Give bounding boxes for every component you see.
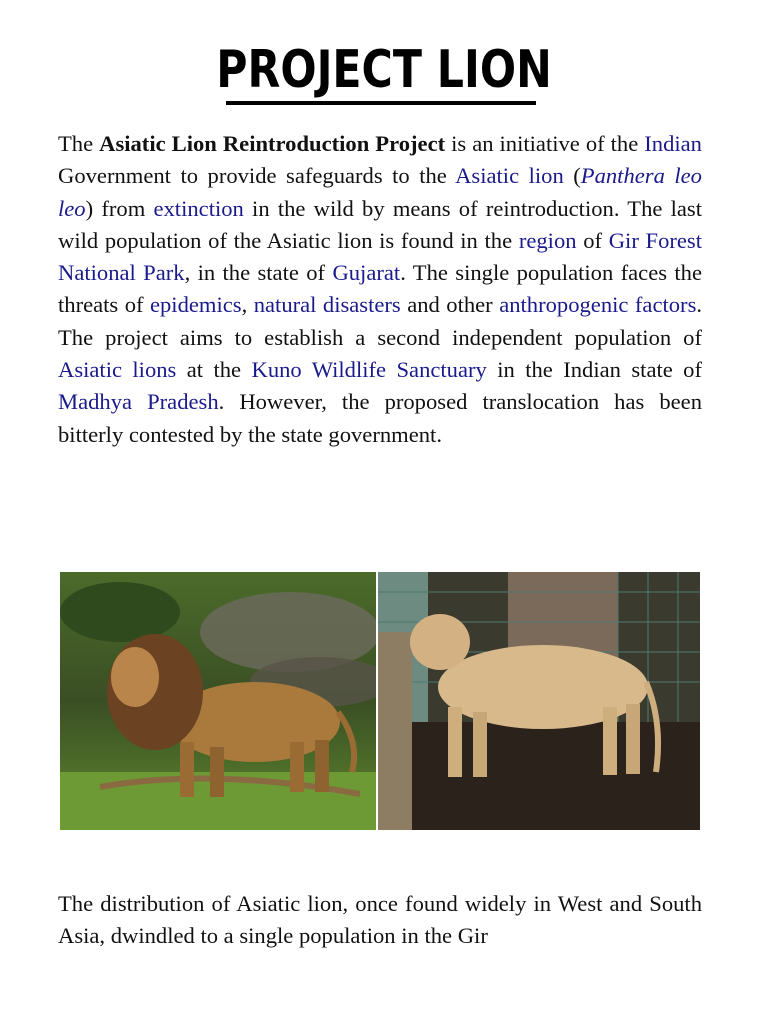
inline-link[interactable]: Gujarat — [332, 260, 401, 286]
inline-link[interactable]: anthropogenic factors — [499, 292, 697, 318]
distribution-paragraph — [58, 888, 702, 953]
text-run: , — [241, 292, 254, 318]
text-run: is an initiative of the — [445, 131, 645, 156]
inline-link[interactable]: Gir Forest National Park — [58, 227, 702, 286]
text-run: in the wild by means of reintroduction. The last wild population of the Asiatic lion is found in the — [58, 195, 702, 253]
page-title: PROJECT LION — [216, 40, 552, 100]
inline-link[interactable]: extinction — [153, 195, 244, 221]
male-lion-photo — [60, 572, 376, 830]
inline-link[interactable]: Kuno Wildlife Sanctuary — [251, 357, 487, 383]
bold-term: Asiatic Lion Reintroduction Project — [99, 131, 446, 156]
text-run: ) from — [85, 195, 154, 221]
inline-link[interactable]: Madhya Pradesh — [58, 389, 219, 415]
inline-link[interactable]: Indian — [644, 131, 702, 156]
inline-link[interactable]: natural disasters — [253, 292, 401, 318]
text-run: The — [58, 131, 100, 156]
text-run: . The project aims to establish a second independent population of — [58, 292, 703, 350]
text-run: in the Indian state of — [486, 357, 702, 383]
inline-link[interactable]: Asiatic lion — [455, 163, 564, 189]
lion-photos — [60, 572, 700, 830]
title-underline — [226, 101, 536, 105]
inline-link[interactable]: region — [518, 227, 577, 253]
text-run: and other — [400, 292, 500, 318]
intro-paragraph — [58, 128, 702, 451]
text-run: at the — [176, 357, 252, 383]
text-run: , in the state of — [184, 260, 333, 286]
inline-link[interactable]: Panthera leo leo — [58, 163, 702, 221]
text-run: Government to provide safeguards to the — [58, 163, 456, 189]
text-run: The distribution of Asiatic lion, once found widely in West and South Asia, dwindled to a single population in the Gir — [58, 891, 702, 949]
inline-link[interactable]: Asiatic lions — [58, 357, 177, 383]
text-run: ( — [563, 163, 581, 189]
text-run: . However, the proposed translocation has been bitterly contested by the state government. — [58, 389, 702, 447]
lioness-photo — [378, 572, 700, 830]
inline-link[interactable]: epidemics — [149, 292, 242, 318]
text-run: of — [576, 227, 609, 253]
text-run: . The single population faces the threats of — [58, 260, 702, 318]
